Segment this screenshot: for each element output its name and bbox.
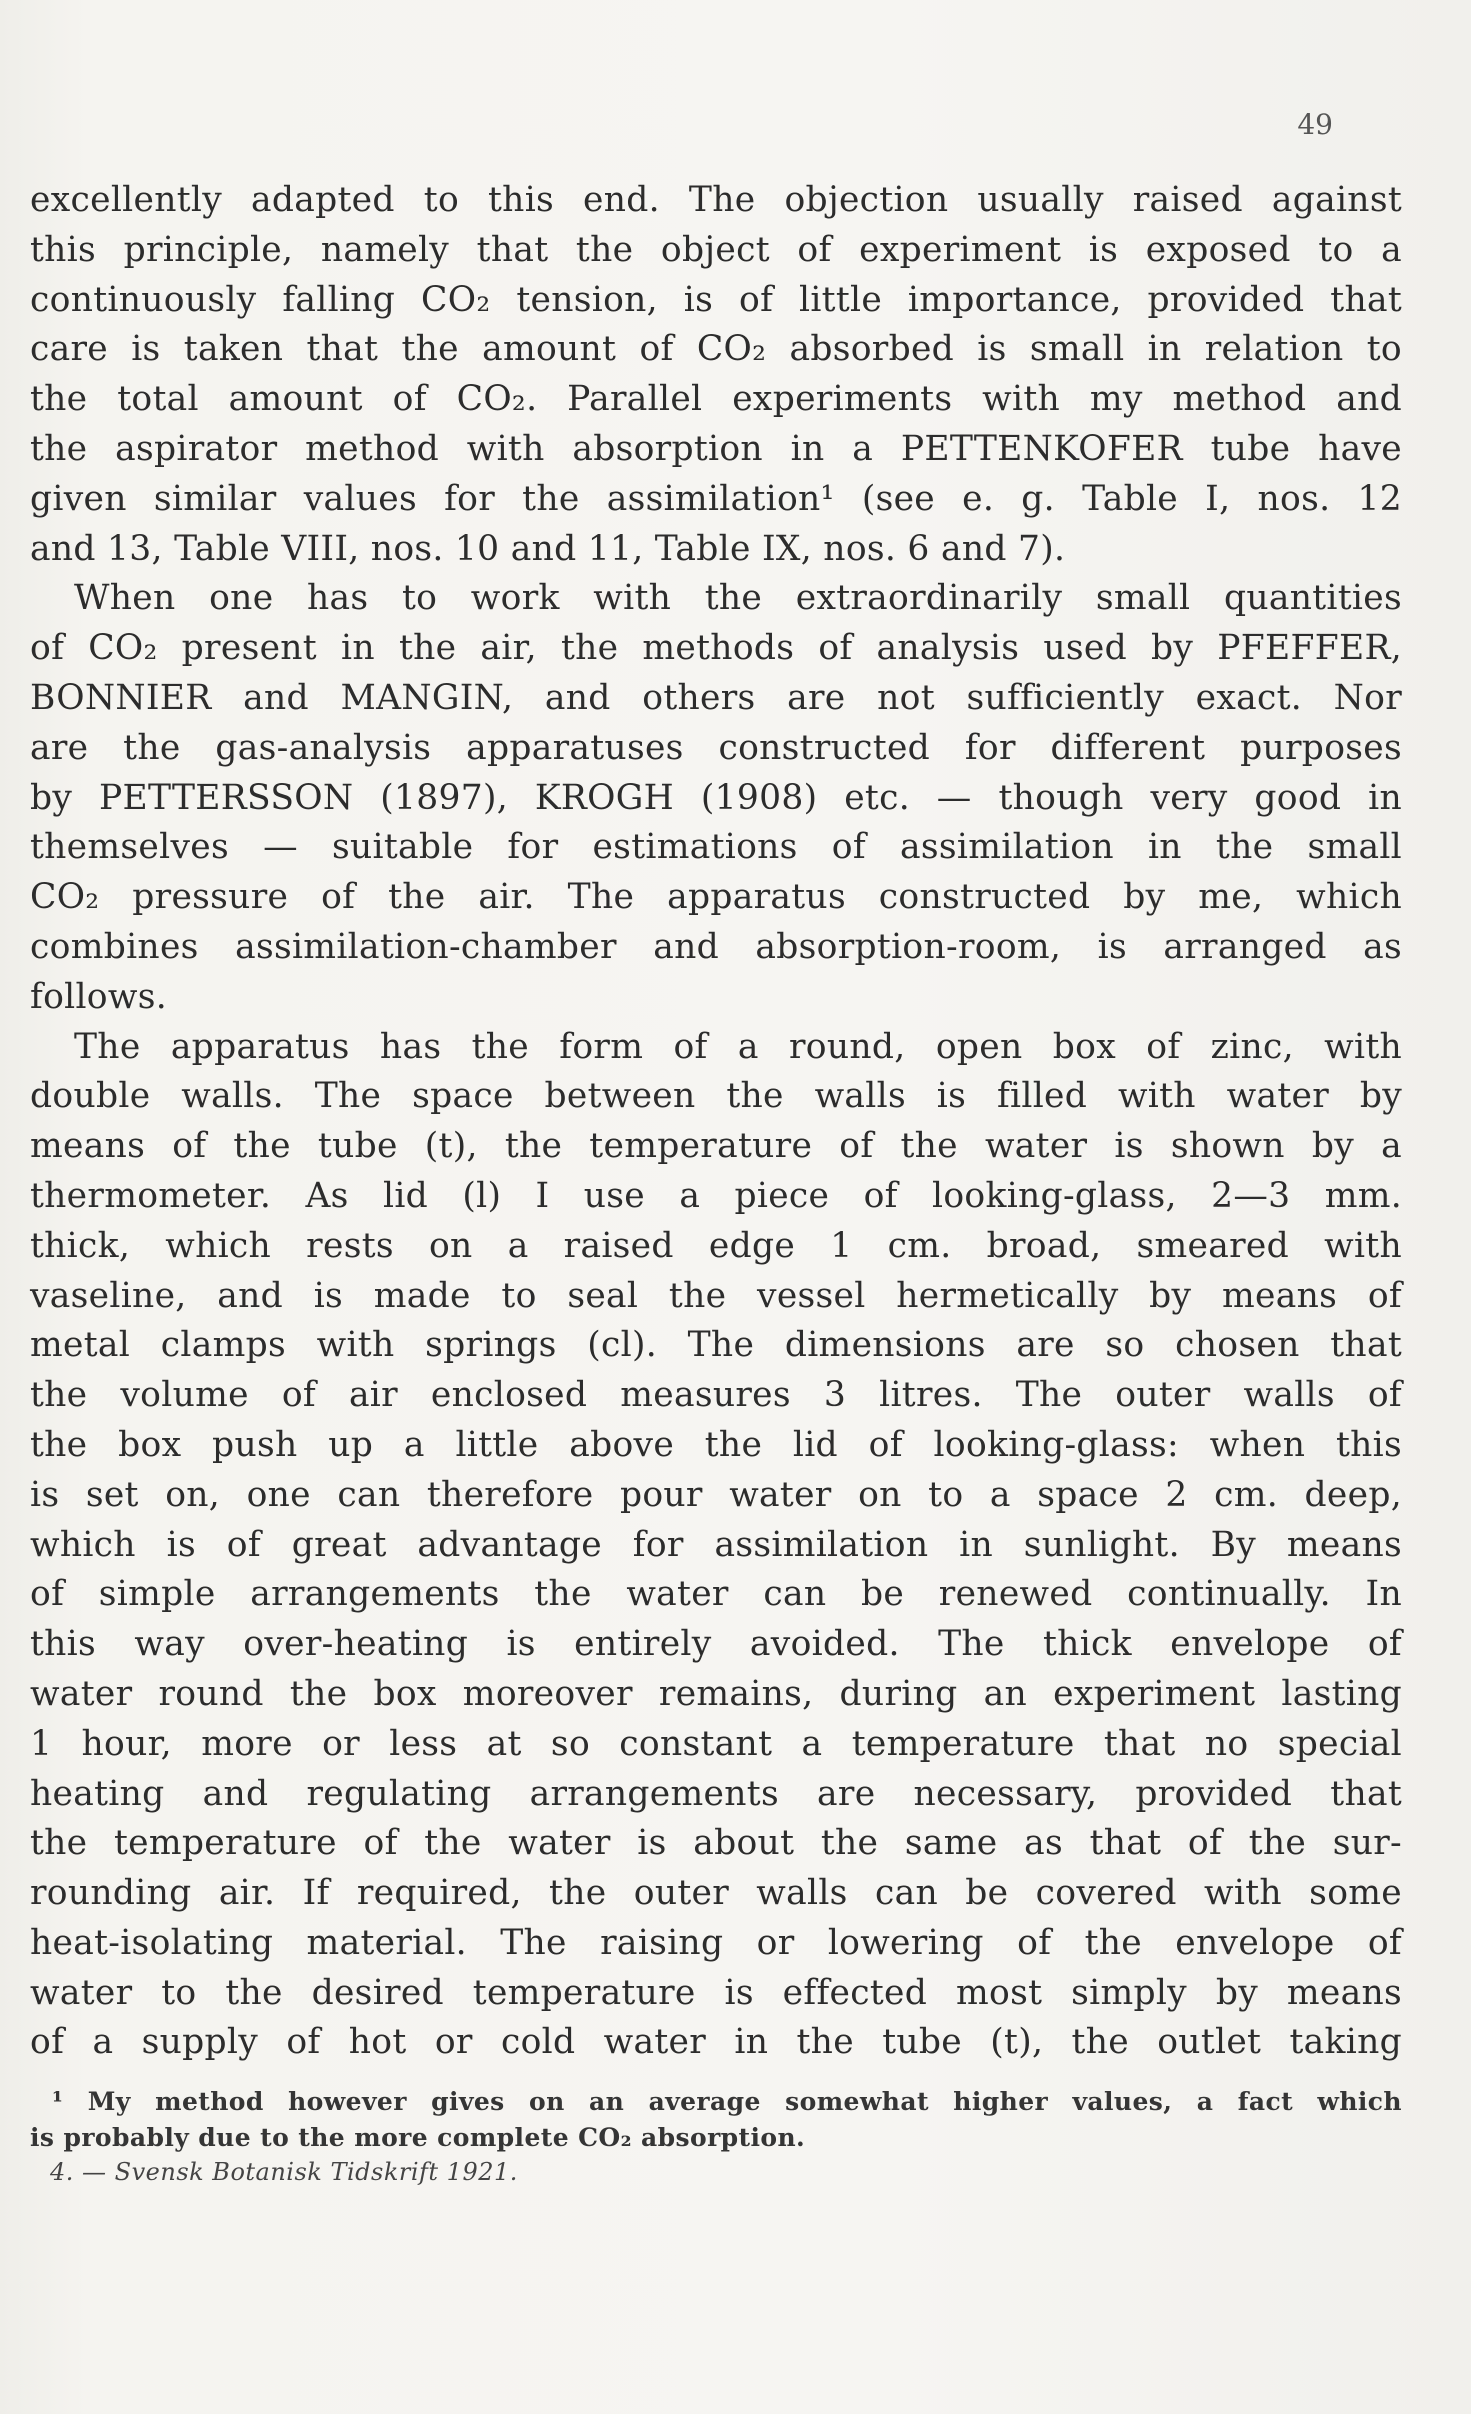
text-line: the total amount of CO₂. Parallel experiments with my method and <box>30 379 1402 420</box>
text-line: double walls. The space between the walls is filled with water by <box>30 1076 1402 1117</box>
footnote-line: is probably due to the more complete CO₂ absorption. <box>30 2123 806 2152</box>
text-line: given similar values for the assimilation¹ (see e. g. Table I, nos. 12 <box>30 478 1402 519</box>
text-line: of simple arrangements the water can be renewed continually. In <box>30 1574 1402 1615</box>
text-line: When one has to work with the extraordinarily small quantities <box>74 578 1402 619</box>
text-line: of CO₂ present in the air, the methods of analysis used by PFEFFER, <box>30 628 1402 669</box>
text-line: follows. <box>30 976 167 1017</box>
text-line: water to the desired temperature is effected most simply by means <box>30 1972 1402 2013</box>
text-line: this way over-heating is entirely avoided. The thick envelope of <box>30 1624 1402 1665</box>
text-line: water round the box moreover remains, during an experiment lasting <box>30 1673 1402 1714</box>
text-line: excellently adapted to this end. The objection usually raised against <box>30 180 1402 220</box>
footnote-line: ¹ My method however gives on an average somewhat higher values, a fact which <box>52 2087 1402 2116</box>
text-line: BONNIER and MANGIN, and others are not sufficiently exact. Nor <box>30 677 1402 718</box>
text-line: metal clamps with springs (cl). The dimensions are so chosen that <box>30 1325 1402 1366</box>
text-line: thick, which rests on a raised edge 1 cm. broad, smeared with <box>30 1225 1402 1266</box>
text-line: themselves — suitable for estimations of assimilation in the small <box>30 827 1402 868</box>
text-line: The apparatus has the form of a round, open box of zinc, with <box>74 1026 1402 1067</box>
body-text <box>30 176 1402 2068</box>
text-line: CO₂ pressure of the air. The apparatus constructed by me, which <box>30 877 1402 918</box>
text-line: continuously falling CO₂ tension, is of little importance, provided that <box>30 279 1402 320</box>
text-line: care is taken that the amount of CO₂ absorbed is small in relation to <box>30 329 1402 370</box>
text-line: this principle, namely that the object of experiment is exposed to a <box>30 229 1402 270</box>
text-line: 1 hour, more or less at so constant a temperature that no special <box>30 1723 1402 1764</box>
text-line: combines assimilation-chamber and absorption-room, is arranged as <box>30 926 1402 967</box>
text-line: rounding air. If required, the outer walls can be covered with some <box>30 1873 1402 1914</box>
printer-signature: 4. — Svensk Botanisk Tidskrift 1921. <box>50 2158 518 2186</box>
text-line: are the gas-analysis apparatuses constructed for different purposes <box>30 727 1402 768</box>
text-line: the volume of air enclosed measures 3 litres. The outer walls of <box>30 1375 1402 1416</box>
page-number: 49 <box>1297 108 1333 141</box>
text-line: heat-isolating material. The raising or lowering of the envelope of <box>30 1922 1402 1963</box>
text-line: thermometer. As lid (l) I use a piece of looking-glass, 2—3 mm. <box>30 1175 1402 1216</box>
text-line: by PETTERSSON (1897), KROGH (1908) etc. — though very good in <box>30 777 1402 818</box>
text-line: which is of great advantage for assimilation in sunlight. By means <box>30 1524 1402 1565</box>
text-line: the box push up a little above the lid of looking-glass: when this <box>30 1424 1402 1465</box>
text-line: of a supply of hot or cold water in the tube (t), the outlet taking <box>30 2022 1402 2063</box>
text-line: heating and regulating arrangements are necessary, provided that <box>30 1773 1402 1814</box>
footnote-block <box>30 2084 1402 2156</box>
text-line: means of the tube (t), the temperature of the water is shown by a <box>30 1126 1402 1167</box>
text-line: is set on, one can therefore pour water on to a space 2 cm. deep, <box>30 1474 1402 1515</box>
text-line: the temperature of the water is about the same as that of the sur- <box>30 1823 1402 1864</box>
text-line: and 13, Table VIII, nos. 10 and 11, Table IX, nos. 6 and 7). <box>30 528 1066 569</box>
text-line: vaseline, and is made to seal the vessel hermetically by means of <box>30 1275 1402 1316</box>
text-line: the aspirator method with absorption in a PETTENKOFER tube have <box>30 428 1402 469</box>
